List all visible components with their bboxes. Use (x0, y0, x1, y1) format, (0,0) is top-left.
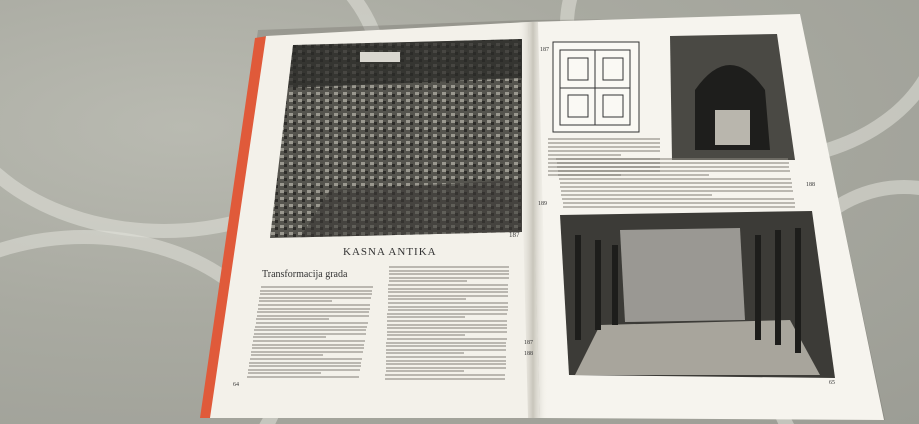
margin-number: 188 (524, 351, 533, 357)
caption-number: 187 (509, 231, 520, 239)
page-number: 65 (829, 380, 835, 386)
margin-number: 188 (806, 182, 815, 188)
chapter-title: KASNA ANTIKA (343, 246, 437, 258)
page-number: 64 (233, 382, 239, 388)
section-title: Transformacija grada (262, 269, 348, 280)
margin-number: 187 (524, 340, 533, 346)
margin-number: 189 (538, 201, 547, 207)
margin-number: 187 (540, 47, 549, 53)
